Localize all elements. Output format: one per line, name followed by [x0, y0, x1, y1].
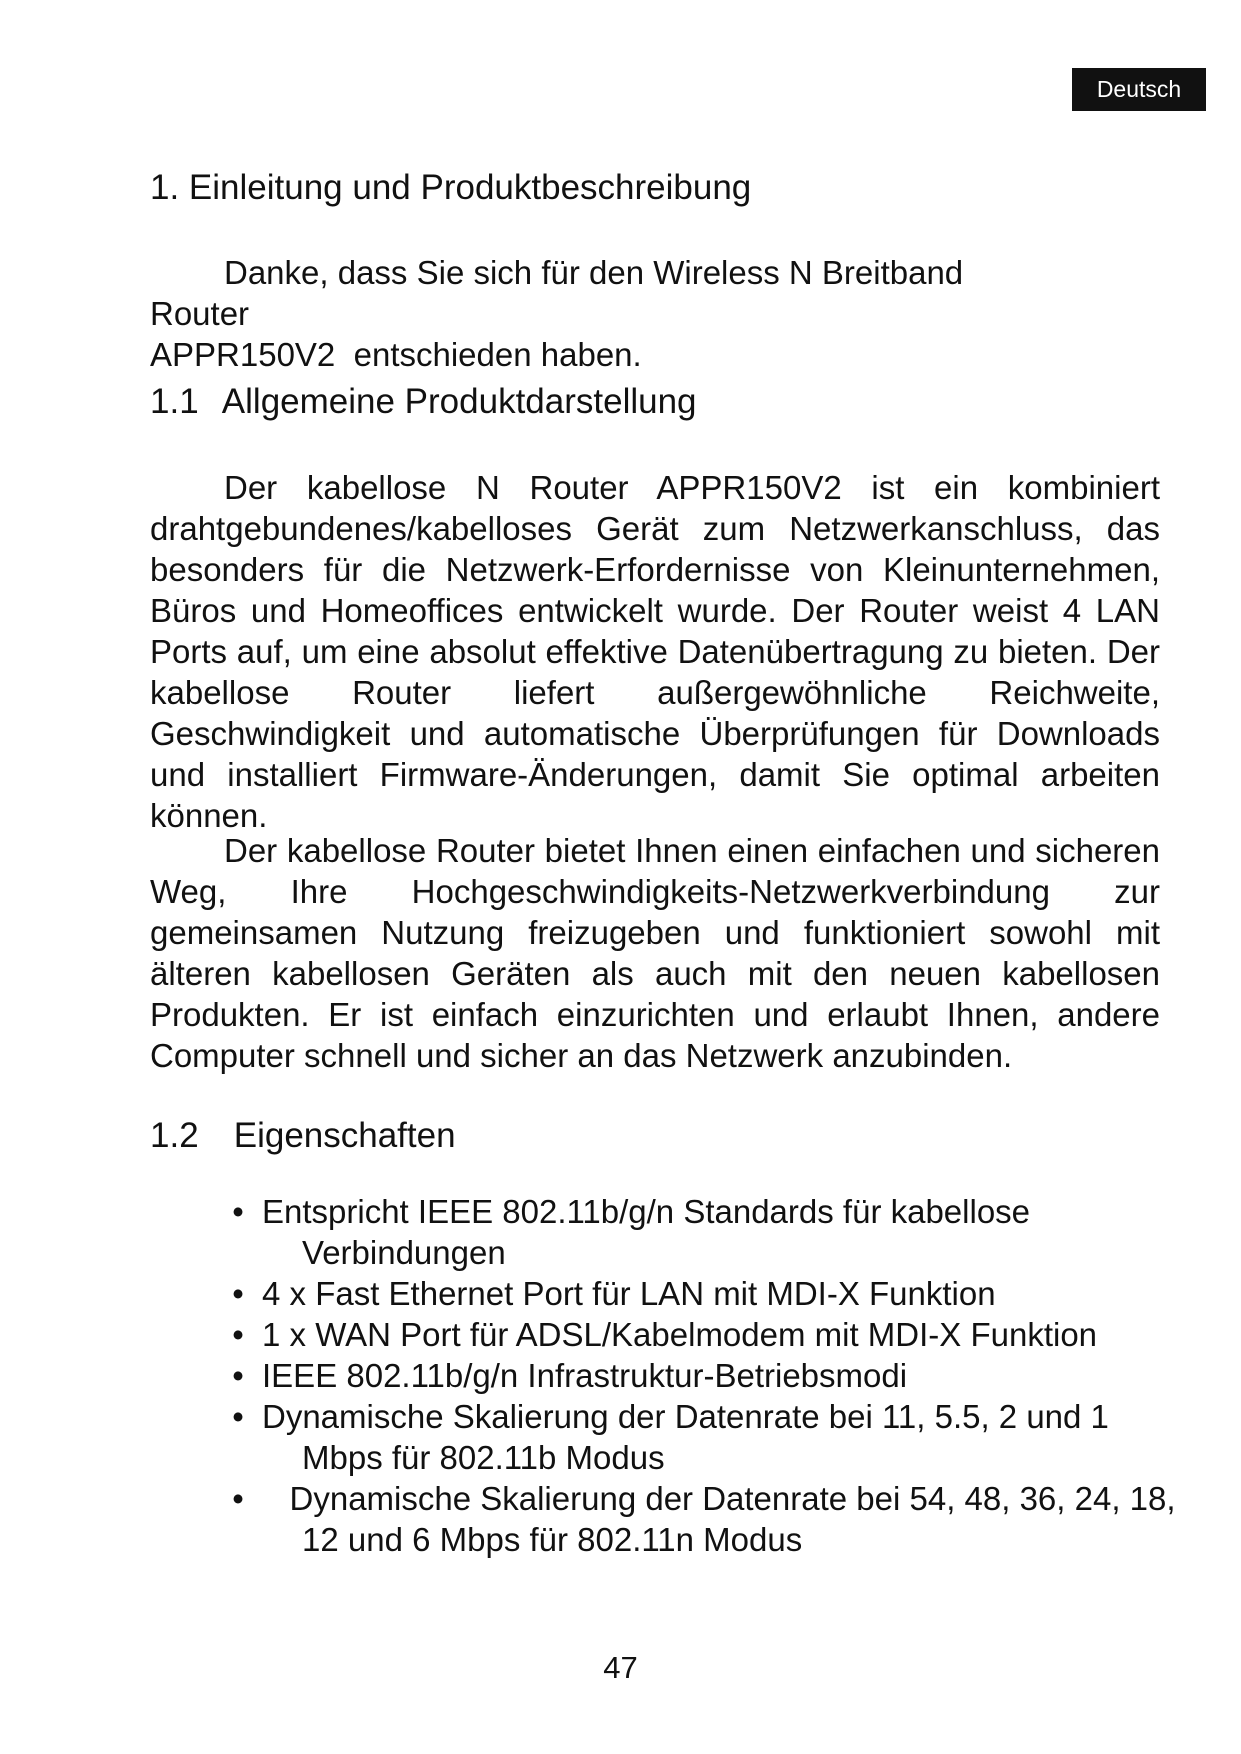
feature-text-continued: Verbindungen — [302, 1234, 506, 1271]
section-title-1-1 — [150, 382, 697, 422]
feature-text: 4 x Fast Ethernet Port für LAN mit MDI-X Funktion — [262, 1275, 996, 1312]
bullet-icon: • — [232, 1193, 244, 1230]
overview-paragraph-2: Der kabellose Router bietet Ihnen einen einfachen und sicheren Weg, Ihre Hochgeschwindigkeits-Netzwerkverbindung zur gemeinsamen Nutzung freizugeben und funktioniert sowohl mit älteren kabellosen Geräten als auch mit den neuen kabellosen Produkten. Er ist einfach einzurichten und erlaubt Ihnen, andere Computer schnell und sicher an das Netzwerk anzubinden. — [150, 832, 1160, 1074]
section-number: 1.2 — [150, 1116, 199, 1155]
bullet-icon: • — [232, 1480, 244, 1517]
list-item — [228, 1396, 1158, 1478]
features-list — [228, 1191, 1176, 1560]
overview-paragraph-1: Der kabellose N Router APPR150V2 ist ein kombiniert drahtgebundenes/kabelloses Gerät zum Netzwerkanschluss, das besonders für die Netzwerk-Erfordernisse von Kleinunternehmen, Büros und Homeoffices entwickelt wurde. Der Router weist 4 LAN Ports auf, um eine absolut effektive Datenübertragung zu bieten. Der kabellose Router liefert außergewöhnliche Reichweite, Geschwindigkeit und automatische Überprüfungen für Downloads und installiert Firmware-Änderungen, damit Sie optimal arbeiten können. — [150, 469, 1160, 834]
feature-text-continued: Mbps für 802.11b Modus — [302, 1439, 665, 1476]
intro-line-2: APPR150V2 entschieden haben. — [150, 336, 642, 373]
feature-text: IEEE 802.11b/g/n Infrastruktur-Betriebsmodi — [262, 1357, 908, 1394]
feature-text: Dynamische Skalierung der Datenrate bei 11, 5.5, 2 und 1 — [262, 1398, 1109, 1435]
intro-paragraph — [150, 252, 1010, 375]
feature-text-continued: 12 und 6 Mbps für 802.11n Modus — [302, 1521, 803, 1558]
feature-text: Entspricht IEEE 802.11b/g/n Standards für kabellose — [262, 1193, 1031, 1230]
section-title-1: 1. Einleitung und Produktbeschreibung — [150, 168, 752, 207]
feature-text: 1 x WAN Port für ADSL/Kabelmodem mit MDI-X Funktion — [262, 1316, 1098, 1353]
list-item — [228, 1314, 1158, 1355]
intro-line-1: Danke, dass Sie sich für den Wireless N Breitband Router — [150, 254, 964, 332]
feature-text: Dynamische Skalierung der Datenrate bei 54, 48, 36, 24, 18, — [262, 1480, 1176, 1517]
bullet-icon: • — [232, 1357, 244, 1394]
language-tab: Deutsch — [1072, 68, 1206, 111]
section-title-1-2 — [150, 1116, 456, 1156]
page-number: 47 — [603, 1650, 638, 1685]
list-item — [228, 1355, 1158, 1396]
bullet-icon: • — [232, 1398, 244, 1435]
list-item — [228, 1478, 1176, 1560]
list-item — [228, 1191, 1158, 1273]
list-item — [228, 1273, 1158, 1314]
section-number: 1.1 — [150, 382, 199, 421]
section-heading: Allgemeine Produktdarstellung — [221, 382, 697, 421]
section-heading: Eigenschaften — [233, 1116, 456, 1155]
bullet-icon: • — [232, 1275, 244, 1312]
bullet-icon: • — [232, 1316, 244, 1353]
